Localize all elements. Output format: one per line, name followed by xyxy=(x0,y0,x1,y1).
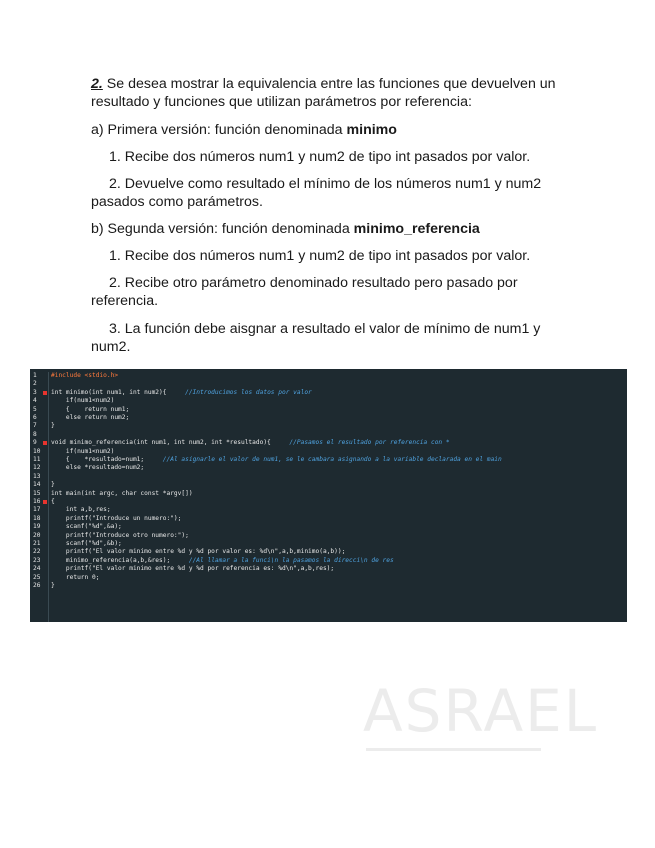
code-line xyxy=(30,481,627,489)
code-text xyxy=(51,557,394,565)
part-b-prefix: b) Segunda versión: función denominada xyxy=(91,221,354,237)
code-text xyxy=(51,448,114,456)
code-comment: //Al llamar a la funci\n la pasamos la direcci\n de res xyxy=(188,556,394,564)
code-statement: printf("El valor minimo entre %d y %d por referencia es: %d\n",a,b,res); xyxy=(51,565,335,573)
code-line xyxy=(30,523,627,531)
code-statement: } xyxy=(51,582,55,589)
code-text xyxy=(51,506,111,514)
code-statement: int main(int argc, char const *argv[]) xyxy=(51,489,193,497)
line-number: 26 xyxy=(33,582,41,589)
line-number: 10 xyxy=(33,447,41,455)
code-line xyxy=(30,464,627,472)
line-number: 12 xyxy=(33,464,41,472)
line-number: 17 xyxy=(33,506,41,514)
code-text xyxy=(51,456,502,464)
line-number: 2 xyxy=(33,380,37,388)
line-number: 8 xyxy=(33,430,37,438)
line-number: 4 xyxy=(33,397,37,405)
code-line xyxy=(30,372,627,380)
line-number: 21 xyxy=(33,540,41,547)
code-text xyxy=(51,548,345,556)
code-comment: //Introducimos los datos por valor xyxy=(185,388,312,396)
part-a-function-name: minimo xyxy=(346,122,397,138)
line-number: 3 xyxy=(33,388,37,396)
code-text xyxy=(51,389,312,397)
code-line xyxy=(30,582,627,590)
line-number: 24 xyxy=(33,565,41,573)
line-number: 19 xyxy=(33,523,41,531)
exercise-number: 2. xyxy=(91,76,103,92)
line-number: 20 xyxy=(33,531,41,539)
code-statement: { return num1; xyxy=(51,405,130,413)
code-statement: else *resultado=num2; xyxy=(51,464,145,472)
code-line xyxy=(30,565,627,573)
code-text xyxy=(51,498,55,506)
part-b-item-2: 2. Recibe otro parámetro denominado resultado pero pasado por referencia. xyxy=(91,275,518,309)
code-line xyxy=(30,574,627,582)
breakpoint-marker-icon[interactable] xyxy=(43,500,47,504)
code-text xyxy=(51,582,55,590)
part-b-heading xyxy=(91,220,571,238)
line-number: 25 xyxy=(33,573,41,581)
watermark-underline xyxy=(366,748,541,751)
code-line xyxy=(30,540,627,548)
part-b-item-1: 1. Recibe dos números num1 y num2 de tipo int pasados por valor. xyxy=(109,248,531,264)
code-statement: scanf("%d",&b); xyxy=(51,540,122,547)
breakpoint-marker-icon[interactable] xyxy=(43,391,47,395)
code-line xyxy=(30,389,627,397)
code-statement: minimo_referencia(a,b,&res); xyxy=(51,556,189,564)
line-number: 14 xyxy=(33,481,41,489)
code-line xyxy=(30,498,627,506)
code-line xyxy=(30,397,627,405)
code-text xyxy=(51,406,129,414)
part-a-heading xyxy=(91,121,571,139)
code-statement: int minimo(int num1, int num2){ xyxy=(51,388,186,396)
code-text xyxy=(51,532,189,540)
line-number: 5 xyxy=(33,405,37,413)
code-line xyxy=(30,490,627,498)
code-text xyxy=(51,464,144,472)
part-b-function-name: minimo_referencia xyxy=(353,221,480,237)
code-text xyxy=(51,515,181,523)
line-number: 15 xyxy=(33,489,41,497)
line-number: 7 xyxy=(33,422,37,430)
code-statement: { *resultado=num1; xyxy=(51,456,163,463)
code-statement: } xyxy=(51,422,55,430)
code-text xyxy=(51,422,55,430)
code-line xyxy=(30,473,627,481)
code-statement: return 0; xyxy=(51,573,100,581)
breakpoint-marker-icon[interactable] xyxy=(43,441,47,445)
line-number: 22 xyxy=(33,548,41,556)
line-number: 6 xyxy=(33,414,37,421)
code-statement: int a,b,res; xyxy=(51,506,111,514)
code-text xyxy=(51,490,193,498)
code-line xyxy=(30,439,627,447)
code-text xyxy=(51,574,99,582)
code-statement: scanf("%d",&a); xyxy=(51,523,122,531)
code-comment: //Al asignarle el valor de num1, se le cambara asignando a la variable declarada en el main xyxy=(162,456,502,463)
line-number: 23 xyxy=(33,556,41,564)
code-text xyxy=(51,414,129,422)
line-number: 11 xyxy=(33,456,41,463)
code-text xyxy=(51,397,114,405)
code-statement: #include <stdio.h> xyxy=(51,372,119,379)
code-text xyxy=(51,481,55,489)
part-a-prefix: a) Primera versión: función denominada xyxy=(91,122,347,138)
line-number: 1 xyxy=(33,372,37,379)
code-line xyxy=(30,515,627,523)
code-statement: void minimo_referencia(int num1, int num2, int *resultado){ xyxy=(51,439,290,447)
code-line xyxy=(30,431,627,439)
code-line xyxy=(30,557,627,565)
part-a-item-1: 1. Recibe dos números num1 y num2 de tipo int pasados por valor. xyxy=(109,149,531,165)
watermark-logo: ASRAEL xyxy=(363,677,599,745)
code-line xyxy=(30,422,627,430)
code-statement: if(num1<num2) xyxy=(51,447,115,455)
line-number: 18 xyxy=(33,514,41,522)
part-a-item-2: 2. Devuelve como resultado el mínimo de los números num1 y num2 pasados como parámetros. xyxy=(91,176,542,210)
code-text xyxy=(51,439,450,447)
code-line xyxy=(30,380,627,388)
code-statement: printf("El valor minimo entre %d y %d por valor es: %d\n",a,b,minimo(a,b)); xyxy=(51,548,346,556)
code-line xyxy=(30,414,627,422)
code-line xyxy=(30,456,627,464)
code-comment: //Pasamos el resultado por referencia con * xyxy=(289,439,450,447)
code-line xyxy=(30,448,627,456)
intro-text: Se desea mostrar la equivalencia entre las funciones que devuelven un resultado y funciones que utilizan parámetros por referencia: xyxy=(91,76,556,110)
code-line xyxy=(30,548,627,556)
code-line xyxy=(30,532,627,540)
line-number: 9 xyxy=(33,439,37,447)
code-screenshot xyxy=(30,369,627,622)
code-statement: printf("Introduce un numero:"); xyxy=(51,514,182,522)
code-text xyxy=(51,372,118,380)
code-statement: if(num1<num2) xyxy=(51,397,115,405)
code-text xyxy=(51,523,122,531)
code-text xyxy=(51,540,122,548)
part-b-item-3: 3. La función debe aisgnar a resultado el valor de mínimo de num1 y num2. xyxy=(91,321,541,355)
code-statement: { xyxy=(51,498,55,505)
code-statement: } xyxy=(51,481,55,489)
code-line xyxy=(30,506,627,514)
line-number: 16 xyxy=(33,498,41,505)
line-number: 13 xyxy=(33,472,41,480)
code-statement: printf("Introduce otro numero:"); xyxy=(51,531,189,539)
code-line xyxy=(30,406,627,414)
code-text xyxy=(51,565,334,573)
intro-paragraph xyxy=(91,75,571,111)
code-statement: else return num2; xyxy=(51,414,130,421)
